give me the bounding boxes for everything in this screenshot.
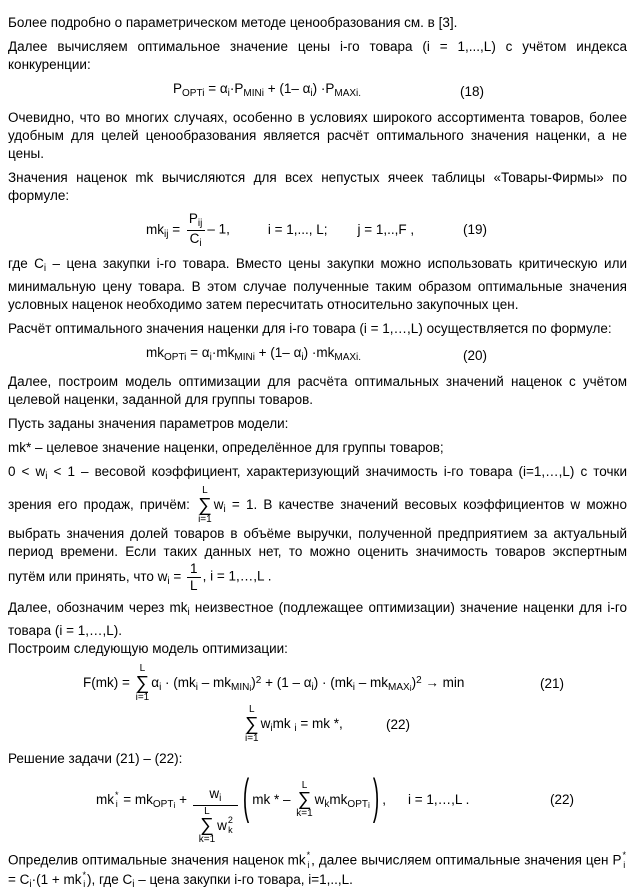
sum-lower-limit: i=1	[135, 691, 150, 703]
math-token: w	[213, 497, 224, 513]
math-token: P	[188, 211, 198, 226]
math-token: – цена закупки i-го товара, i=1,..,L.	[134, 871, 353, 887]
math-token: mk	[146, 345, 164, 360]
paragraph-solution-intro: Решение задачи (21) – (22):	[8, 751, 183, 767]
subscript-i: i	[623, 859, 626, 870]
math-token: Далее, обозначим через mk	[8, 600, 188, 616]
math-token: i	[352, 682, 355, 694]
math-token: ) ·mk	[303, 345, 335, 360]
math-token: F(mk) =	[83, 675, 134, 691]
text-run	[203, 569, 272, 584]
math-token: i	[132, 878, 135, 890]
supsub-star-i	[622, 851, 626, 871]
math-token: =	[168, 221, 184, 237]
text-run	[209, 786, 222, 805]
math-token: w	[260, 716, 271, 732]
sum-operator	[199, 807, 215, 846]
math-token: i	[409, 683, 412, 694]
math-token: ij	[164, 228, 169, 240]
formula-20	[8, 344, 627, 367]
math-token: i	[187, 607, 190, 619]
sum-operator	[136, 664, 150, 703]
equation-lhs	[146, 221, 184, 240]
formula-22-constraint	[8, 705, 627, 744]
text-run	[311, 852, 621, 867]
math-token: – цена закупки i-го товара. Вместо цены закупки можно использовать критическую или минимальную цену товара. В этом случае полученные таким образом оптимальные значения условных наценок необходимо затем пересчитать относительно закупочных цен.	[8, 256, 628, 312]
math-token: Определив оптимальные значения наценок mk	[8, 852, 306, 868]
index-condition-i: i = 1,..., L;	[267, 221, 328, 237]
math-token: – 1,	[207, 221, 230, 237]
equation-lhs	[83, 675, 134, 690]
math-token: i	[367, 800, 370, 810]
math-token: i	[45, 471, 48, 482]
sum-lower-limit: k=1	[296, 808, 313, 820]
equation-body	[173, 81, 362, 99]
math-token: OPTi	[164, 352, 187, 363]
math-token: MIN	[231, 682, 250, 694]
paragraph-purchase-price-note	[8, 255, 627, 314]
equation-number: (18)	[460, 83, 485, 99]
math-token: ) · (mk	[313, 675, 353, 691]
text-run	[8, 852, 306, 867]
math-token: ·(1 + mk	[31, 871, 82, 887]
math-token: , i = 1,…,L .	[202, 568, 272, 584]
sum-operator	[198, 486, 212, 525]
open-paren: (	[242, 771, 250, 827]
comma: ,	[382, 792, 386, 807]
superscript-star: *	[306, 849, 311, 860]
equation-rhs	[207, 222, 230, 237]
sum-upper-limit: L	[301, 779, 308, 791]
math-token: OPT	[347, 799, 368, 810]
math-token: MINi	[243, 88, 264, 99]
subscript-i: i	[307, 859, 310, 870]
paragraph-markup-preference: Очевидно, что во многих случаях, особенно в условиях широкого ассортимента товаров, более удобным для целей ценообразования является расчёт оптимального значения наценки, а не цены.	[8, 110, 627, 161]
equation-body	[260, 716, 343, 735]
math-token: P	[173, 81, 183, 96]
index-condition-j: j = 1,..,F ,	[357, 221, 415, 237]
supsub-star-i	[83, 871, 87, 891]
math-token: mk	[146, 221, 164, 237]
sum-symbol: ∑	[198, 494, 212, 516]
math-token: = mk *,	[296, 716, 343, 732]
subscript-i: i	[83, 879, 86, 890]
fraction-denominator	[187, 230, 205, 250]
formula-22-solution	[8, 770, 627, 846]
weight-symbol: w	[217, 818, 227, 834]
sum-lower-limit: k=1	[198, 834, 216, 846]
math-token: = α	[186, 345, 210, 360]
paragraph-build-model: Построим следующую модель оптимизации:	[8, 641, 288, 657]
superscript-2: 2	[227, 815, 233, 826]
equation-inner	[314, 792, 370, 810]
equation-number: (19)	[463, 222, 488, 237]
fraction-numerator	[206, 786, 224, 805]
math-token: mk	[329, 792, 348, 807]
formula-21	[8, 664, 627, 703]
math-token: = C	[8, 871, 30, 887]
sum-symbol: ∑	[297, 789, 312, 811]
text-run	[8, 871, 82, 890]
math-token: i	[310, 88, 313, 99]
math-token: i	[311, 682, 314, 694]
math-token: – mk	[355, 675, 389, 691]
math-token: k	[324, 799, 330, 810]
fraction-numerator: 1	[190, 561, 198, 577]
math-token: i	[209, 352, 212, 363]
fraction-denominator: L	[187, 577, 201, 594]
math-token: = 1. В качестве значений весовых коэффициентов w можно выбрать значения долей товаров в объёме выручки, полученной предприятием за актуальный период времени. Если таких данных нет, то можно оценить значимость товаров экспертным путём или принять, что w	[8, 497, 627, 584]
paragraph-references: Более подробно о параметрическом методе ценообразования см. в [3].	[8, 15, 458, 30]
math-token: – mk	[198, 675, 232, 691]
fraction	[187, 561, 201, 593]
math-token: · (mk	[161, 675, 196, 691]
math-token: i	[227, 88, 230, 99]
index-condition: i = 1,…,L .	[407, 792, 470, 807]
equation-number: (22)	[550, 792, 575, 808]
math-token: C	[189, 230, 200, 246]
equation-number: (22)	[386, 716, 411, 732]
math-token: i	[199, 237, 202, 249]
math-token: mk * –	[252, 792, 295, 807]
sum-operator	[245, 705, 259, 744]
math-token: i	[294, 723, 297, 735]
math-token: MINi	[234, 352, 255, 363]
math-token: 0 < w	[8, 464, 46, 479]
math-token: ·mk	[211, 345, 235, 360]
subscript-k: k	[228, 825, 233, 836]
sum-upper-limit: L	[249, 704, 255, 716]
math-token: = mk	[119, 792, 153, 807]
close-paren: )	[372, 771, 380, 827]
equation-number: (21)	[540, 675, 565, 691]
math-token: ) ·P	[312, 81, 335, 96]
math-token: MAX	[388, 682, 410, 694]
math-token: 2	[255, 675, 262, 687]
math-token: i	[223, 504, 226, 516]
math-token: ), где C	[87, 871, 133, 887]
sum-lower-limit: i=1	[198, 513, 212, 525]
equation-lhs	[96, 792, 114, 807]
math-token: i	[301, 352, 304, 363]
math-token: + (1 – α	[261, 675, 312, 691]
subscript-i: i	[115, 799, 118, 810]
sum-symbol: ∑	[200, 815, 214, 837]
paragraph-target-markup: mk* – целевое значение наценки, определённое для группы товаров;	[8, 440, 444, 455]
fraction-denominator	[193, 805, 238, 847]
math-token: i	[270, 723, 273, 735]
sum-upper-limit: L	[204, 805, 210, 817]
math-token: i	[249, 683, 252, 694]
math-token: w	[209, 786, 220, 802]
math-token: i	[195, 682, 199, 694]
paragraph-model-params: Пусть заданы значения параметров модели:	[8, 416, 289, 431]
sum-upper-limit: L	[202, 485, 208, 496]
math-token: где C	[8, 256, 44, 271]
fraction-numerator	[186, 211, 205, 230]
paragraph-markup-cells: Значения наценок mk вычисляются для всех непустых ячеек таблицы «Товары-Фирмы» по формуле:	[8, 170, 627, 203]
paragraph-weight-coefficient	[8, 463, 627, 593]
math-token: α	[151, 675, 160, 691]
paragraph-optimal-markup: Расчёт оптимального значения наценки для i-го товара (i = 1,…,L) осуществляется по формуле:	[8, 321, 612, 336]
equation-rhs	[151, 675, 465, 694]
formula-18	[8, 80, 627, 103]
math-token: i	[219, 793, 222, 805]
paragraph-unknown-markup	[8, 599, 627, 640]
math-token: w	[314, 792, 325, 807]
sum-symbol: ∑	[245, 713, 259, 735]
math-token: OPT	[152, 799, 174, 810]
math-token: = α	[204, 81, 228, 96]
equation-inner	[252, 792, 294, 807]
math-token: < 1 – весовой коэффициент, характеризующий значимость i-го товара (i=1,…,L) с точки зрения его продаж, причём:	[8, 464, 627, 513]
paragraph-optimal-price: Далее вычисляем оптимальное значение цены i-го товара (i = 1,...,L) с учётом индекса конкуренции:	[8, 39, 627, 72]
math-token: + (1– α	[263, 81, 311, 96]
math-token: )	[411, 675, 417, 691]
sum-lower-limit: i=1	[245, 732, 259, 744]
math-token: ij	[197, 218, 203, 229]
math-token: OPTi	[182, 88, 205, 99]
math-token: → min	[421, 675, 465, 691]
math-token: + (1– α	[254, 345, 302, 360]
formula-19	[8, 211, 627, 249]
math-token: ·P	[229, 81, 244, 96]
paragraph-final-prices	[8, 851, 627, 894]
text-run	[87, 871, 353, 890]
math-token: i	[173, 800, 176, 810]
superscript-star: *	[115, 789, 119, 800]
supsub-star-i	[307, 851, 311, 871]
math-token: неизвестное (подлежащее оптимизации) значение наценки для i-го товара (i = 1,…,L).	[8, 600, 627, 639]
sum-operator	[296, 781, 312, 820]
math-token: =	[169, 568, 186, 584]
equation-mid	[119, 792, 191, 810]
math-token: MAXi.	[334, 88, 362, 99]
supsub-star-i	[115, 791, 119, 811]
math-token: i	[159, 682, 162, 694]
superscript-star: *	[622, 849, 626, 860]
math-token: mk	[272, 716, 295, 732]
superscript-star: *	[82, 869, 87, 880]
math-token: 2	[416, 675, 422, 687]
sum-upper-limit: L	[139, 663, 146, 675]
fraction	[186, 211, 205, 249]
math-token: i	[167, 575, 170, 587]
sum-symbol: ∑	[135, 672, 150, 694]
math-token: i	[43, 263, 47, 274]
equation-body	[146, 345, 362, 363]
math-token: )	[251, 675, 256, 691]
math-token: +	[175, 792, 191, 807]
math-token: , далее вычисляем оптимальные значения цен P	[311, 852, 622, 868]
math-token: MAXi.	[334, 352, 362, 363]
math-token: mk	[96, 792, 114, 807]
fraction	[193, 786, 238, 847]
supsub-2-k	[228, 816, 233, 836]
equation-number: (20)	[463, 347, 488, 363]
math-token: i	[29, 878, 32, 890]
paragraph-optimization-model-intro: Далее, построим модель оптимизации для расчёта оптимальных значений наценок с учётом целевой наценки, заданной для группы товаров.	[8, 374, 627, 407]
